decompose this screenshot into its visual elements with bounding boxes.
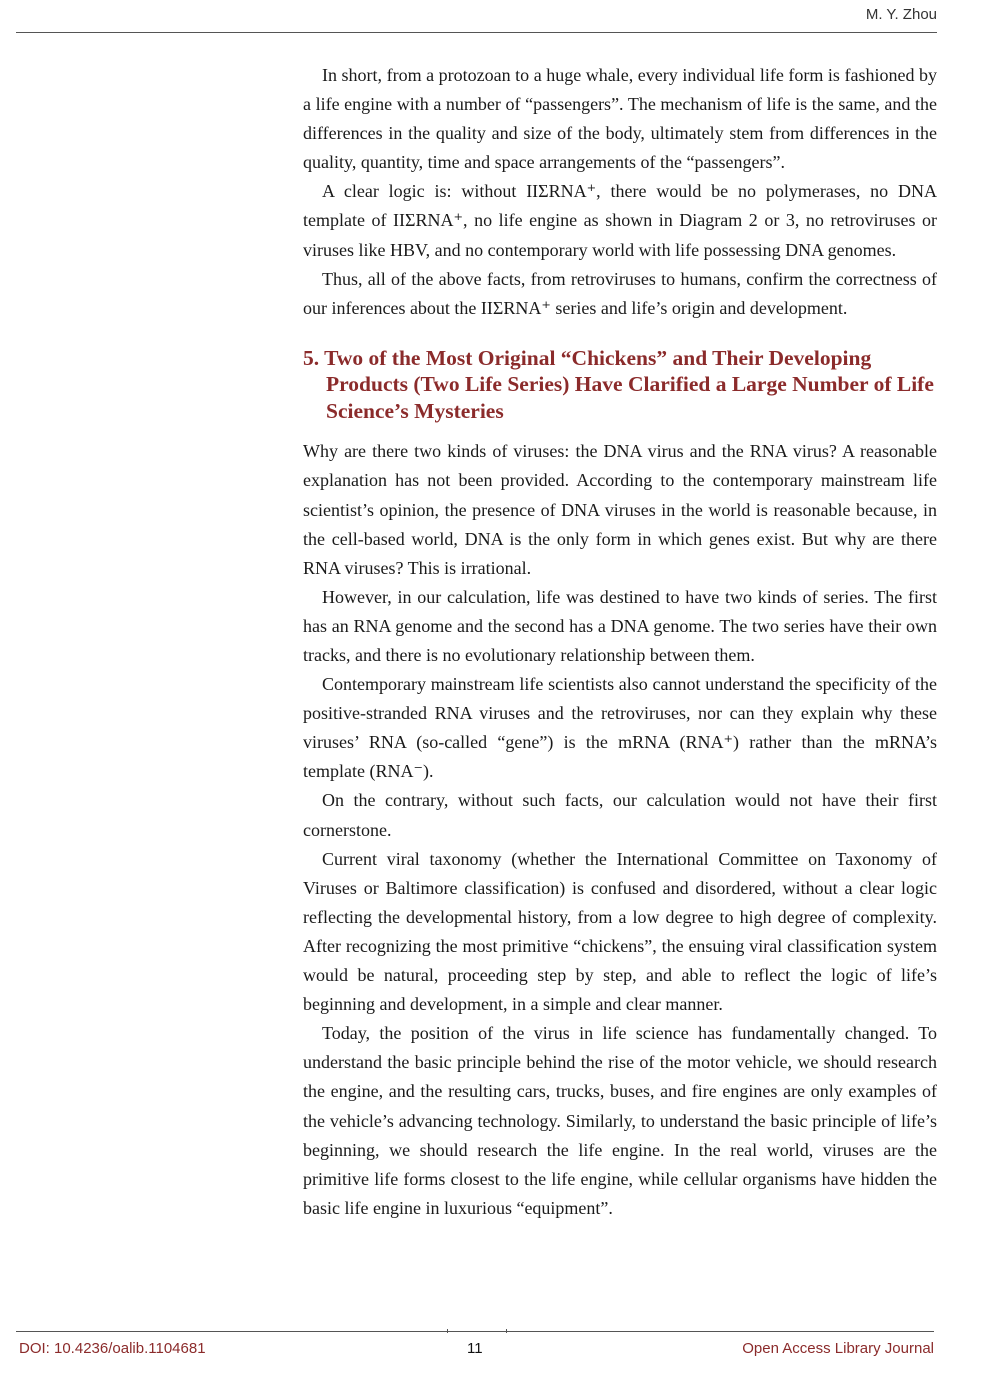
page-number: 11 — [467, 1340, 483, 1357]
footer-rule-tick — [506, 1329, 507, 1333]
paragraph: Current viral taxonomy (whether the International Committee on Taxonomy of Viruses or Baltimore classification) is confused and disordered, without a clear logic reflecting the developmental history, from a low degree to high degree of complexity. After recognizing the most primitive “chickens”, the ensuing viral classification system would be natural, proceeding step by step, and able to reflect the logic of life’s beginning and development, in a simple and clear manner. — [303, 848, 937, 1015]
footer-rule-tick — [447, 1329, 448, 1333]
paragraph: In short, from a protozoan to a huge whale, every individual life form is fashioned by a life engine with a number of “passengers”. The mechanism of life is the same, and the differences in the quality and size of the body, ultimately stem from differences in the quality, quantity, time and space arrangements of the “passengers”. — [303, 65, 937, 173]
body-text — [303, 61, 937, 1223]
paragraph: However, in our calculation, life was destined to have two kinds of series. The first has an RNA genome and the second has a DNA genome. The two series have their own tracks, and there is no evolutionary relationship between them. — [303, 586, 937, 665]
paragraph: Today, the position of the virus in life science has fundamentally changed. To understand the basic principle behind the rise of the motor vehicle, we should research the engine, and the resulting cars, trucks, buses, and fire engines are only examples of the vehicle’s advancing technology. Similarly, to understand the basic principle of life’s beginning, we should research the life engine. In the real world, viruses are the primitive life forms closest to the life engine, while cellular organisms have hidden the basic life engine in luxurious “equipment”. — [303, 1023, 937, 1218]
running-head-author: M. Y. Zhou — [865, 6, 937, 23]
paragraph: Contemporary mainstream life scientists also cannot understand the specificity of the positive-stranded RNA viruses and the retroviruses, nor can they explain why these viruses’ RNA (so-called “gene”) is the mRNA (RNA⁺) rather than the mRNA’s template (RNA⁻). — [303, 674, 937, 782]
paragraph: A clear logic is: without IIΣRNA⁺, there would be no polymerases, no DNA template of IIΣRNA⁺, no life engine as shown in Diagram 2 or 3, no retroviruses or viruses like HBV, and no contemporary world with life possessing DNA genomes. — [303, 181, 937, 260]
footer-doi-link[interactable]: DOI: 10.4236/oalib.1104681 — [19, 1340, 206, 1357]
footer-rule — [16, 1331, 934, 1332]
paragraph: Thus, all of the above facts, from retroviruses to humans, confirm the correctness of our inferences about the IIΣRNA⁺ series and life’s origin and development. — [303, 268, 937, 318]
header-rule — [16, 32, 937, 33]
section-heading: 5. Two of the Most Original “Chickens” and Their Developing Products (Two Life Series) Have Clarified a Large Number of Life Science’s Mysteries — [303, 345, 934, 423]
paragraph: On the contrary, without such facts, our calculation would not have their first cornerstone. — [303, 790, 937, 840]
paragraph: Why are there two kinds of viruses: the DNA virus and the RNA virus? A reasonable explanation has not been provided. According to the contemporary mainstream life scientist’s opinion, the presence of DNA viruses in the world is reasonable because, in the cell-based world, DNA is the only form in which genes exist. But why are there RNA viruses? This is irrational. — [303, 441, 937, 578]
footer-journal-name: Open Access Library Journal — [742, 1340, 934, 1357]
